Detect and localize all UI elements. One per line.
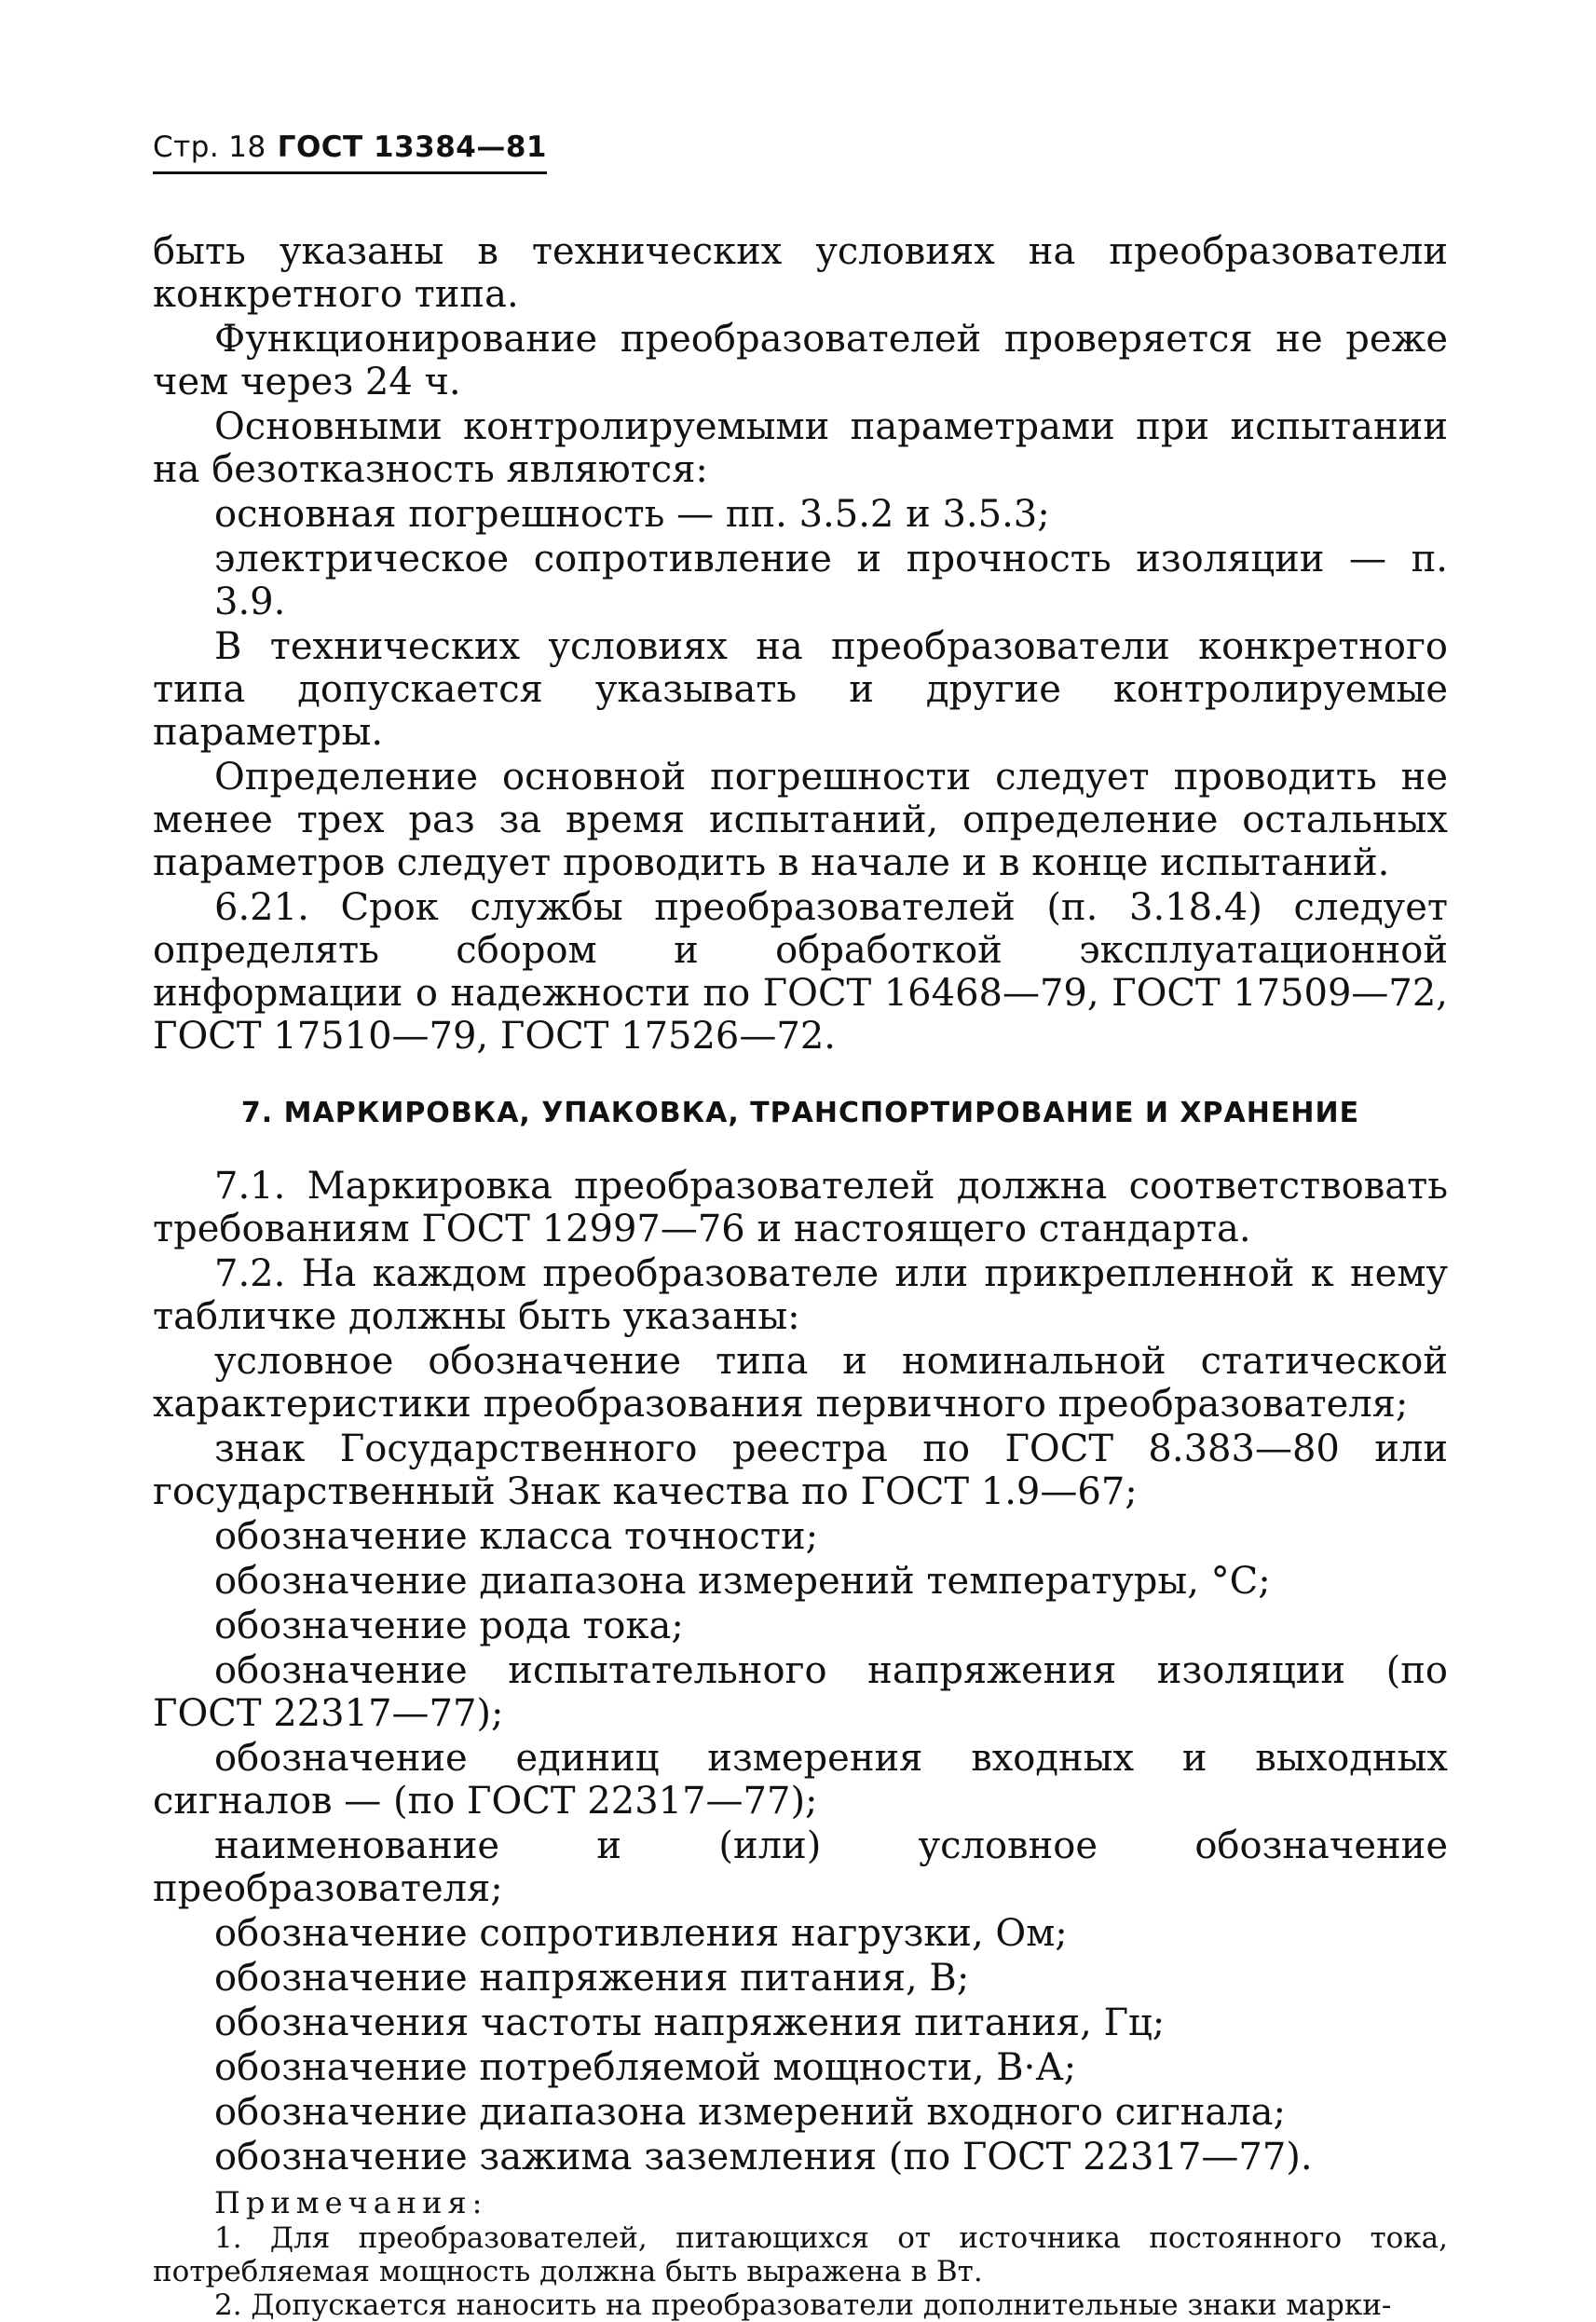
clause-7-1: 7.1. Маркировка преобразователей должна соответствовать требованиям ГОСТ 12997—76 и настоящего стандарта.	[153, 1165, 1448, 1250]
list-item: знак Государственного реестра по ГОСТ 8.383—80 или государственный Знак качества по ГОСТ 1.9—67;	[153, 1427, 1448, 1513]
notes-title: Примечания:	[214, 2185, 488, 2220]
paragraph: В технических условиях на преобразователи конкретного типа допускается указывать и другие контролируемые параметры.	[153, 625, 1448, 754]
paragraph: Функционирование преобразователей проверяется не реже чем через 24 ч.	[153, 318, 1448, 403]
list-item: обозначение класса точности;	[214, 1515, 819, 1558]
list-item: обозначение напряжения питания, В;	[214, 1957, 970, 2000]
list-item: обозначение испытательного напряжения изоляции (по ГОСТ 22317—77);	[153, 1649, 1448, 1735]
list-item: электрическое сопротивление и прочность изоляции — п. 3.9.	[214, 538, 1448, 623]
page-label: Стр.	[153, 130, 220, 164]
list-item: обозначения частоты напряжения питания, Гц;	[214, 2001, 1166, 2044]
list-item: обозначение зажима заземления (по ГОСТ 22317—77).	[214, 2136, 1313, 2179]
note: 1. Для преобразователей, питающихся от источника постоянного тока, потребляемая мощность должна быть выражена в Вт.	[153, 2221, 1448, 2288]
note: 2. Допускается наносить на преобразователи дополнительные знаки марки-	[214, 2288, 1392, 2322]
list-item: обозначение потребляемой мощности, В·А;	[214, 2046, 1077, 2089]
list-item: обозначение диапазона измерений температуры, °С;	[214, 1560, 1271, 1603]
page-header	[153, 130, 547, 174]
document-page	[153, 130, 1448, 2322]
list-item: основная погрешность — пп. 3.5.2 и 3.5.3;	[214, 493, 1050, 536]
paragraph: быть указаны в технических условиях на преобразователи конкретного типа.	[153, 230, 1448, 316]
list-item: наименование и (или) условное обозначение преобразователя;	[153, 1824, 1448, 1910]
section-title: 7. МАРКИРОВКА, УПАКОВКА, ТРАНСПОРТИРОВАНИЕ И ХРАНЕНИЕ	[240, 1097, 1360, 1129]
page-number: 18	[228, 130, 266, 164]
standard-code: ГОСТ 13384—81	[277, 130, 547, 164]
clause-6-21: 6.21. Срок службы преобразователей (п. 3.18.4) следует определять сбором и обработкой эксплуатационной информации о надежности по ГОСТ 16468—79, ГОСТ 17509—72, ГОСТ 17510—79, ГОСТ 17526—72.	[153, 886, 1448, 1058]
list-item: обозначение рода тока;	[214, 1605, 684, 1647]
list-item: обозначение единиц измерения входных и выходных сигналов — (по ГОСТ 22317—77);	[153, 1737, 1448, 1823]
list-item: условное обозначение типа и номинальной статической характеристики преобразования первичного преобразователя;	[153, 1340, 1448, 1426]
list-item: обозначение диапазона измерений входного сигнала;	[214, 2091, 1286, 2134]
list-item: обозначение сопротивления нагрузки, Ом;	[214, 1912, 1068, 1955]
paragraph: Основными контролируемыми параметрами при испытании на безотказность являются:	[153, 405, 1448, 491]
clause-7-2: 7.2. На каждом преобразователе или прикрепленной к нему табличке должны быть указаны:	[153, 1252, 1448, 1338]
paragraph: Определение основной погрешности следует проводить не менее трех раз за время испытаний, определение остальных параметров следует проводить в начале и в конце испытаний.	[153, 756, 1448, 884]
